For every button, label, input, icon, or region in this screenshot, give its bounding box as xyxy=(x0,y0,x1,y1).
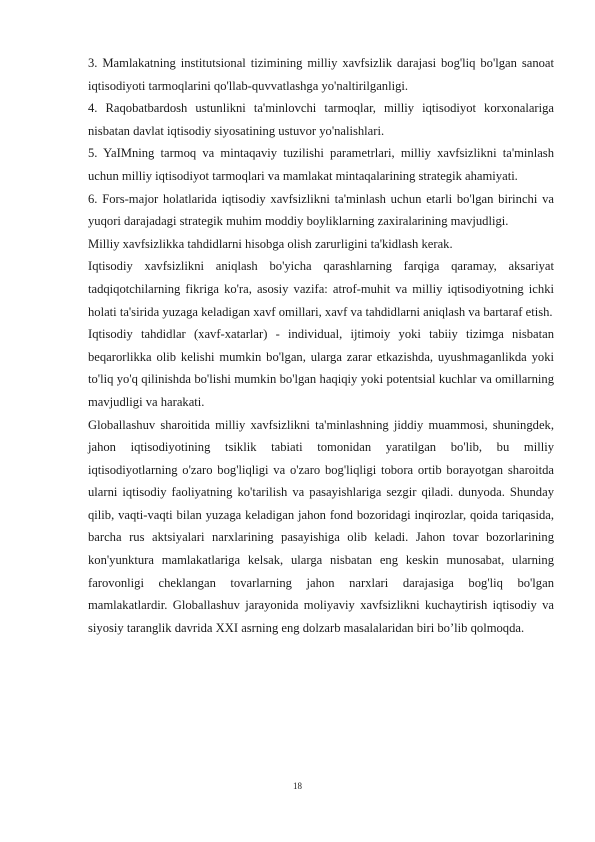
paragraph-globalization: Globallashuv sharoitida milliy xavfsizlikni ta'minlashning jiddiy muammosi, shuningdek, jahon iqtisodiyotining tsiklik tabiati tomonidan yaratilgan bo'lib, bu milliy iqtisodiyotlarning o'zaro bog'liqligi va o'zaro bog'liqligi tobora ortib borayotgan sharoitda ularni iqtisodiy faoliyatning ko'tarilish va pasayishlariga sezgir qiladi. dunyoda. Shunday qilib, vaqti-vaqti bilan yuzaga keladigan jahon fond bozoridagi inqirozlar, qoida tariqasida, barcha rus aktsiyalari narxlarining pasayishiga olib keladi. Jahon tovar bozorlarining kon'yunktura mamlakatlariga kelsak, ularga nisbatan eng keskin munosabat, ularning farovonligi cheklangan tovarlarning jahon narxlari darajasiga bog'liq bo'lgan mamlakatlardir. Globallashuv jarayonida moliyaviy xavfsizlikni kuchaytirish iqtisodiy va siyosiy taranglik davrida XXI asrning eng dolzarb masalalaridan biri bo’lib qolmoqda. xyxy=(88,417,554,635)
paragraph-economic-security: Iqtisodiy xavfsizlikni aniqlash bo'yicha qarashlarning farqiga qaramay, aksariyat tadqiqotchilarning fikriga ko'ra, asosiy vazifa: atrof-muhit va milliy iqtisodiyotning ichki holati ta'sirida yuzaga keladigan xavf omillari, xavf va tahdidlarni aniqlash va bartaraf etish. xyxy=(88,259,554,319)
list-item-5: 5. YaIMning tarmoq va mintaqaviy tuzilishi parametrlari, milliy xavfsizlikni ta'minlash uchun milliy iqtisodiyot tarmoqlari va mamlakat mintaqalarining strategik ahamiyati. xyxy=(88,146,554,183)
page-number: 18 xyxy=(293,781,302,791)
list-item-6: 6. Fors-major holatlarida iqtisodiy xavfsizlikni ta'minlash uchun etarli bo'lgan birinchi va yuqori darajadagi strategik muhim moddiy boyliklarning zaxiralarining mavjudligi. xyxy=(88,191,554,229)
list-item-3: 3. Mamlakatning institutsional tizimining milliy xavfsizlik darajasi bog'liq bo'lgan sanoat iqtisodiyoti tarmoqlarini qo'llab-quvvatlashga yo'naltirilganligi. xyxy=(88,56,554,93)
document-body xyxy=(88,52,554,639)
list-item-4: 4. Raqobatbardosh ustunlikni ta'minlovchi tarmoqlar, milliy iqtisodiyot korxonalariga nisbatan davlat iqtisodiy siyosatining ustuvor yo'nalishlari. xyxy=(88,101,554,138)
paragraph-economic-threats: Iqtisodiy tahdidlar (xavf-xatarlar) - individual, ijtimoiy yoki tabiiy tizimga nisbatan beqarorlikka olib kelishi mumkin bo'lgan, ularga zarar etkazishda, uyushmaganlikda yoki to'liq yo'q qilinishda bo'lishi mumkin bo'lgan haqiqiy yoki potentsial kuchlar va omillarning mavjudligi va harakati. xyxy=(88,327,554,409)
paragraph-threats-note: Milliy xavfsizlikka tahdidlarni hisobga olish zarurligini ta'kidlash kerak. xyxy=(88,236,453,251)
